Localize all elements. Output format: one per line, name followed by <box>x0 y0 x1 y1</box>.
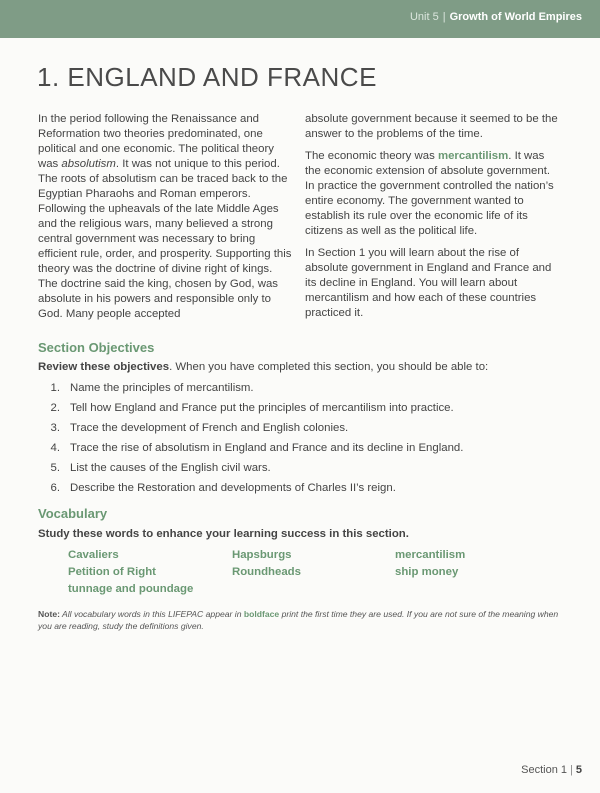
vocab-word: Petition of Right <box>68 566 156 578</box>
intro-text: . It was the economic extension of absolute government. In practice the government controlled the nation’s entire economy. The government wanted to establish its rule over the economic life of its citizens as well as the political life. <box>305 150 554 237</box>
page-number: 5 <box>575 764 582 776</box>
absolutism-term: absolutism <box>61 158 116 170</box>
objectives-lead <box>38 361 488 373</box>
page-footer <box>521 764 582 776</box>
vocabulary-lead-text: Study these words to enhance your learning success in this section. <box>38 528 409 540</box>
objective-item <box>38 478 463 498</box>
objective-item <box>38 378 463 398</box>
objective-text: Trace the rise of absolutism in England and France and its decline in England. <box>70 442 464 454</box>
objective-item <box>38 418 463 438</box>
vocabulary-lead <box>38 528 409 540</box>
vocabulary-note <box>38 608 560 632</box>
vocab-word: mercantilism <box>395 549 466 561</box>
note-text: print the first time they are used. If you are not sure of the meaning when you are reading, study the definitions given. <box>38 609 559 631</box>
intro-text: . It was not unique to this period. The roots of absolutism can be traced back to the Egyptian Pharaohs and Roman emperors. Following the upheavals of the late Middle Ages and the religious wars, many believed a strong central government was necessary to bring efficient rule, order, and prosperity. Supporting this theory was the doctrine of divine right of kings. The doctrine said the king, chosen by God, was absolute in his powers and responsible only to God. Many people accepted <box>38 158 292 320</box>
intro-text: The economic theory was <box>305 150 438 162</box>
objective-item <box>38 398 463 418</box>
objective-number: 3. <box>50 422 60 434</box>
objective-item <box>38 438 463 458</box>
intro-paragraph-2: absolute government because it seemed to be the answer to the problems of the time. <box>305 113 558 140</box>
page-title: 1. ENGLAND AND FRANCE <box>37 62 377 92</box>
note-boldface-word: boldface <box>243 609 280 619</box>
vocab-word: tunnage and poundage <box>68 583 194 595</box>
objectives-lead-bold: Review these objectives <box>38 361 170 373</box>
header-separator: | <box>442 11 446 23</box>
objectives-heading: Section Objectives <box>38 340 155 355</box>
objective-number: 1. <box>50 382 60 394</box>
intro-right-column <box>305 112 560 328</box>
intro-left-column <box>38 112 293 329</box>
intro-paragraph-4: In Section 1 you will learn about the rise of absolute government in England and France and its decline in England. You will learn about mercantilism and how each of these countries practiced it. <box>305 247 552 319</box>
header-unit: Unit 5 <box>409 11 439 23</box>
note-text: All vocabulary words in this LIFEPAC appear in <box>59 609 244 619</box>
objective-text: List the causes of the English civil wars. <box>70 462 271 474</box>
intro-paragraph-3 <box>305 149 560 239</box>
mercantilism-term: mercantilism <box>437 150 509 162</box>
note-label: Note: <box>38 609 60 619</box>
objective-number: 5. <box>50 462 60 474</box>
header-title: Growth of World Empires <box>449 11 582 23</box>
objective-text: Name the principles of mercantilism. <box>70 382 254 394</box>
objective-number: 2. <box>50 402 60 414</box>
vocabulary-heading: Vocabulary <box>38 506 108 521</box>
objective-number: 4. <box>50 442 60 454</box>
objective-number: 6. <box>50 482 60 494</box>
vocab-word: Roundheads <box>232 566 301 578</box>
objectives-list <box>38 378 463 498</box>
intro-paragraph-1 <box>38 112 293 322</box>
footer-separator: | <box>570 764 573 776</box>
intro-text: In the period following the Renaissance and Reformation two theories predominated, one political and one economic. The political theory was <box>38 113 274 170</box>
running-header <box>410 11 582 23</box>
objective-text: Trace the development of French and English colonies. <box>70 422 349 434</box>
vocab-word: Cavaliers <box>68 549 119 561</box>
vocab-word: Hapsburgs <box>232 549 292 561</box>
objectives-lead-text: . When you have completed this section, you should be able to: <box>169 361 489 373</box>
footer-section: Section 1 <box>521 764 568 776</box>
objective-text: Tell how England and France put the principles of mercantilism into practice. <box>70 402 454 414</box>
vocab-word: ship money <box>395 566 459 578</box>
objective-item <box>38 458 463 478</box>
objective-text: Describe the Restoration and developments of Charles II’s reign. <box>70 482 396 494</box>
